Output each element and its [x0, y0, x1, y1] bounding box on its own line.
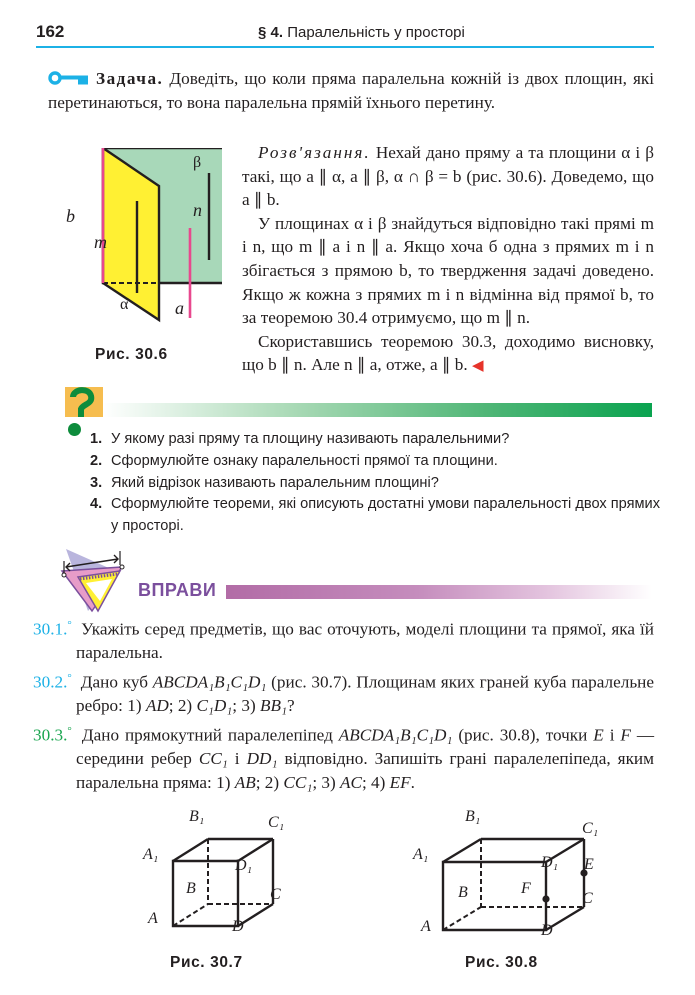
- end-of-proof-icon: ◀: [471, 358, 484, 375]
- key-icon: [48, 71, 92, 85]
- page-number: 162: [36, 22, 65, 41]
- fig307-label-D: D: [232, 918, 244, 935]
- exercise-item: 30.2.° Дано куб ABCDA₁B₁C₁D₁ (рис. 30.7). Площинам яких граней куба паралельне ребро: 1) AD; 2) C₁D₁; 3) BB₁?: [33, 671, 654, 716]
- fig307-label-B1: B₁: [189, 808, 205, 825]
- fig307-label-C: C: [270, 886, 281, 903]
- section-mark: § 4.: [258, 24, 284, 41]
- questions-list: [90, 429, 660, 538]
- exercises-divider-bar: [226, 585, 652, 599]
- fig308-label-F: F: [521, 880, 531, 897]
- fig307-label-A: A: [148, 910, 158, 927]
- section-title: Паралельність у просторі: [287, 24, 465, 41]
- question-item: 1. У якому разі пряму та площину називають паралельними?: [90, 431, 510, 447]
- fig308-label-D1: D₁: [541, 854, 559, 871]
- fig306-label-a: a: [175, 298, 184, 318]
- fig306-label-alpha: α: [120, 296, 129, 313]
- fig308-label-D: D: [541, 922, 553, 939]
- fig306-label-beta: β: [193, 154, 202, 171]
- exercises-list: [33, 614, 654, 794]
- fig307-label-A1: A₁: [143, 846, 159, 863]
- question-item: 3. Який відрізок називають паралельним площині?: [90, 474, 439, 491]
- header-rule: [36, 46, 654, 48]
- fig308-label-A: A: [421, 918, 431, 935]
- fig307-label-C1: C₁: [268, 814, 285, 831]
- task-title: Задача.: [96, 69, 164, 88]
- exercises-heading: ВПРАВИ: [138, 580, 217, 600]
- fig306-label-n: n: [193, 200, 202, 220]
- solution-paragraph-1: Нехай дано пряму a та площини α і β такі, що a ∥ α, a ∥ β, α ∩ β = b (рис. 30.6). Доведемо, що a ∥ b.: [242, 143, 654, 210]
- figure-30-7-caption: Рис. 30.7: [170, 954, 243, 971]
- question-item: 2. Сформулюйте ознаку паралельності прямої та площини.: [90, 452, 498, 469]
- running-head: [258, 24, 465, 41]
- figure-30-8-caption: Рис. 30.8: [465, 954, 538, 971]
- fig308-label-E: E: [584, 856, 594, 873]
- question-item: 4. Сформулюйте теореми, які описують достатні умови паралельності двох прямих у просторі.: [90, 496, 660, 535]
- solution-title: Розв'язання.: [258, 143, 371, 162]
- solution-paragraph-2: У площинах α і β знайдуться відповідно такі прямі m і n, що m ∥ a і n ∥ a. Якщо хоча б одна з прямих m і n збігається з прямою b, то твердження задачі доведено. Якщо ж кожна з прямих m і n відмінна від прямої b, то за теоремою 30.4 отримуємо, що m ∥ n.: [242, 213, 654, 328]
- fig306-label-m: m: [94, 232, 107, 252]
- figure-30-6-caption: Рис. 30.6: [95, 346, 168, 363]
- task-block: [48, 67, 654, 114]
- solution-block: [242, 141, 654, 379]
- questions-divider-bar: [103, 403, 652, 417]
- fig308-label-C: C: [582, 890, 593, 907]
- fig307-label-B: B: [186, 880, 196, 897]
- fig308-label-A1: A₁: [413, 846, 429, 863]
- question-icon: [65, 387, 103, 417]
- fig308-label-B: B: [458, 884, 468, 901]
- fig307-label-D1: D₁: [235, 857, 253, 874]
- solution-paragraph-3: Скориставшись теоремою 30.3, доходимо висновку, що b ∥ n. Але n ∥ a, отже, a ∥ b.: [242, 331, 654, 375]
- task-text: Доведіть, що коли пряма паралельна кожній із двох площин, які перетинаються, то вона паралельна прямій їхнього перетину.: [48, 69, 654, 112]
- question-dot-icon: [68, 423, 81, 436]
- fig308-label-B1: B₁: [465, 808, 481, 825]
- figure-30-6: [62, 148, 222, 328]
- figure-30-8-box: [408, 808, 608, 948]
- fig306-label-b: b: [66, 206, 75, 226]
- fig308-label-C1: C₁: [582, 820, 599, 837]
- exercise-item: 30.3.° Дано прямокутний паралелепіпед ABCDA₁B₁C₁D₁ (рис. 30.8), точки E і F — середини ребер CC₁ і DD₁ відповідно. Запишіть грані паралелепіпеда, яким паралельна пряма: 1) AB; 2) CC₁; 3) AC; 4) EF.: [33, 724, 654, 792]
- exercise-item: 30.1.° Укажіть серед предметів, що вас оточують, моделі площини та прямої, яка їй паралельна.: [33, 619, 654, 663]
- ruler-triangle-icon: [58, 545, 138, 615]
